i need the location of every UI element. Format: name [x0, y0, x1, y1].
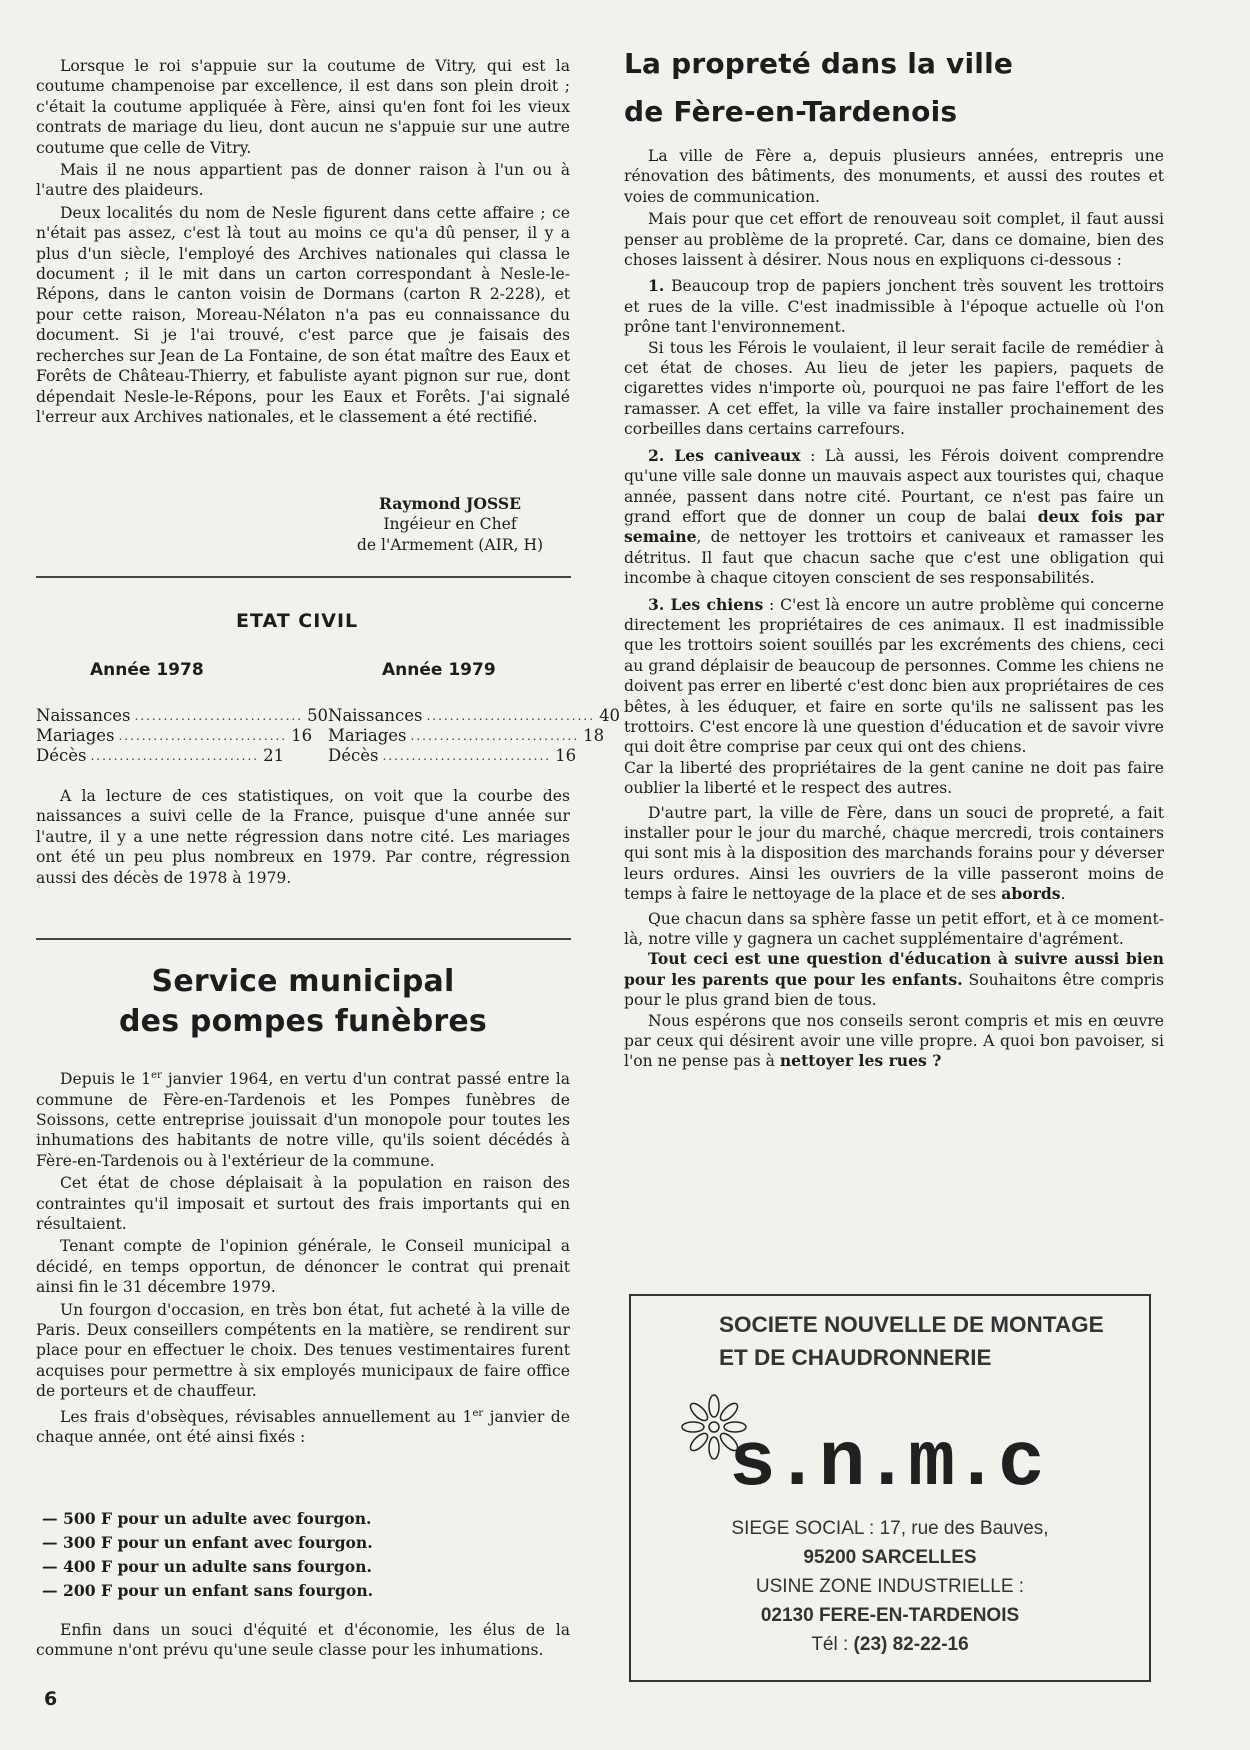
tarif-item: — 300 F pour un enfant avec fourgon.	[42, 1533, 373, 1552]
paragraph: Mais pour que cet effort de renouveau soit complet, il faut aussi penser au problème de la propreté. Car, dans ce domaine, bien des choses laissent à désirer. Nous nous en expliquons ci-dessous :	[624, 210, 1164, 270]
paragraph: A la lecture de ces statistiques, on voit que la courbe des naissances a suivi celle de la France, puisque d'une année sur l'autre, il y a une nette régression dans notre cité. Les mariages ont été un peu plus nombreux en 1979. Par contre, régression aussi des décès de 1978 à 1979.	[36, 787, 570, 887]
paragraph: Car la liberté des propriétaires de la gent canine ne doit pas faire oublier la liberté et le respect des autres.	[624, 758, 1164, 798]
paragraph: Si tous les Férois le voulaient, il leur serait facile de remédier à cet état de choses. Au lieu de jeter les papiers, paquets de cigarettes vides n'importe où, pourquoi ne pas faire l'effort de les ramasser. A cet effet, la ville va faire installer prochainement des corbeilles dans certains carrefours.	[624, 338, 1164, 439]
ad-phone: Tél : (23) 82-22-16	[811, 1634, 969, 1655]
author-name: Raymond JOSSE	[378, 494, 522, 513]
paragraph: Cet état de chose déplaisait à la population en raison des contraintes qu'il imposait et surtout des frais importants qui en résultaient.	[36, 1174, 570, 1234]
paragraph: Nous espérons que nos conseils seront compris et mis en œuvre par ceux qui désirent avoir une ville propre. A quoi bon pavoiser, si l'on ne pense pas à nettoyer les rues ?	[624, 1011, 1164, 1071]
divider	[36, 938, 571, 940]
signature	[330, 493, 570, 556]
paragraph: Mais il ne nous appartient pas de donner raison à l'un ou à l'autre des plaideurs.	[36, 161, 570, 200]
paragraph: Tenant compte de l'opinion générale, le Conseil municipal a décidé, en temps opportun, de dénoncer le contrat qui prenait ainsi fin le 31 décembre 1979.	[36, 1237, 570, 1297]
divider	[36, 576, 571, 578]
stat-row: Mariages ............................. 16	[36, 726, 313, 745]
author-affiliation: de l'Armement (AIR, H)	[356, 536, 544, 554]
pompes-funebres-title: Service municipal des pompes funèbres	[119, 964, 487, 1039]
stat-row: Naissances ............................. 40	[328, 706, 621, 725]
paragraph: La ville de Fère a, depuis plusieurs années, entrepris une rénovation des bâtiments, des monuments, et aussi des routes et voies de communication.	[624, 147, 1164, 206]
stat-row: Naissances ............................. 50	[36, 706, 329, 725]
tarif-item: — 200 F pour un enfant sans fourgon.	[42, 1581, 374, 1600]
tarif-item: — 500 F pour un adulte avec fourgon.	[42, 1509, 372, 1528]
item-litter: 1. Beaucoup trop de papiers jonchent très souvent les trottoirs et rues de la ville. C'est inadmissible à l'époque actuelle où l'on prône tant l'environnement.	[624, 276, 1164, 337]
paragraph: Tout ceci est une question d'éducation à suivre aussi bien pour les parents que pour les enfants. Souhaitons être compris pour le plus grand bien de tous.	[624, 949, 1164, 1010]
snmc-logo: s.n.m.c	[729, 1420, 1043, 1508]
stat-row: Mariages ............................. 18	[328, 726, 605, 745]
stat-row: Décès ............................. 16	[328, 746, 577, 765]
article-continuation	[36, 56, 570, 427]
etat-civil-comment	[36, 786, 570, 888]
paragraph: Enfin dans un souci d'équité et d'économie, les élus de la commune n'ont prévu qu'une seule classe pour les inhumations.	[36, 1621, 570, 1660]
year-1978-heading: Année 1978	[90, 660, 204, 680]
paragraph: Les frais d'obsèques, révisables annuellement au 1er janvier de chaque année, ont été ainsi fixés :	[36, 1407, 571, 1447]
page-number: 6	[44, 1688, 58, 1710]
paragraph: Depuis le 1er janvier 1964, en vertu d'un contrat passé entre la commune de Fère-en-Tardenois et les Pompes funèbres de Soissons, cette entreprise jouissait d'un monopole pour toutes les inhumations des habitants de notre ville, qu'ils soient décédés à Fère-en-Tardenois ou à l'extérieur de la commune.	[36, 1070, 570, 1170]
stat-row: Décès ............................. 21	[36, 746, 285, 765]
pompes-funebres-conclusion	[36, 1620, 570, 1661]
proprete-body	[624, 146, 1164, 1072]
paragraph: Deux localités du nom de Nesle figurent dans cette affaire ; ce n'était pas assez, c'est là tout au moins ce qu'a dû penser, il y a plus d'un siècle, l'employé des Archives nationales qui classa le document ; il le mit dans un carton correspondant à Nesle-le-Répons, dans le canton voisin de Dormans (carton R 2-228), et pour cette raison, Moreau-Nélaton n'a pas eu connaissance du document. Si je l'ai trouvé, c'est parce que je faisais des recherches sur Jean de La Fontaine, de son état maître des Eaux et Forêts de Château-Thierry, et fabuliste ayant pignon sur rue, dont dépendait Nesle-le-Répons, pour les Eaux et Forêts. J'ai signalé l'erreur aux Archives nationales, et le classement a été rectifié.	[36, 203, 570, 426]
advertisement-box	[629, 1294, 1151, 1682]
ad-company-name: SOCIETE NOUVELLE DE MONTAGE ET DE CHAUDRONNERIE	[719, 1312, 1104, 1370]
paragraph: Que chacun dans sa sphère fasse un petit effort, et à ce moment-là, notre ville y gagnera un cachet supplémentaire d'agrément.	[624, 909, 1164, 949]
paragraph: Lorsque le roi s'appuie sur la coutume de Vitry, qui est la coutume champenoise par excellence, il est dans son plein droit ; c'était la coutume appliquée à Fère, ainsi qu'en font foi les vieux contrats de mariage du lieu, dont aucun ne s'appuie sur une autre coutume que celle de Vitry.	[36, 57, 570, 157]
tarif-item: — 400 F pour un adulte sans fourgon.	[42, 1557, 372, 1576]
paragraph: Un fourgon d'occasion, en très bon état, fut acheté à la ville de Paris. Deux conseillers compétents en la matière, se rendirent sur place pour en effectuer le choix. Des tenues vestimentaires furent acquises pour permettre à six employés municipaux de faire office de porteurs et de chauffeur.	[36, 1300, 570, 1401]
tarif-list	[42, 1507, 373, 1603]
paragraph: D'autre part, la ville de Fère, dans un souci de propreté, a fait installer pour le jour du marché, chaque mercredi, trois containers qui sont mis à la disposition des marchands forains pour y déverser leurs ordures. Ainsi les ouvriers de la ville passeront moins de temps à faire le nettoyage de la place et de ses abords.	[624, 803, 1164, 904]
proprete-title: La propreté dans la ville de Fère-en-Tardenois	[624, 47, 1014, 128]
etat-civil-title: ETAT CIVIL	[236, 610, 359, 632]
item-gutters: 2. Les caniveaux : Là aussi, les Férois doivent comprendre qu'une ville sale donne un mauvais aspect aux touristes qui, chaque année, passent dans notre cité. Pourtant, ce n'est pas faire un grand effort que de donner un coup de balai deux fois par semaine, de nettoyer les trottoirs et caniveaux et ramasser les détritus. Il faut que chacun sache que c'est une obligation qui incombe à chaque citoyen conscient de ses responsabilités.	[624, 445, 1164, 588]
stats-1979	[328, 706, 621, 766]
author-title: Ingéieur en Chef	[383, 515, 517, 533]
year-1979-heading: Année 1979	[382, 660, 496, 680]
pompes-funebres-body	[36, 1066, 570, 1448]
stats-1978	[36, 706, 329, 766]
ad-address: SIEGE SOCIAL : 17, rue des Bauves, 95200 SARCELLES USINE ZONE INDUSTRIELLE : 02130 FERE-EN-TARDENOIS Tél : (23) 82-22-16	[631, 1514, 1149, 1659]
item-dogs: 3. Les chiens : C'est là encore un autre problème qui concerne directement les propriétaires de ces animaux. Il est inadmissible que les trottoirs soient souillés par les excréments des chiens, ceci au grand déplaisir de beaucoup de personnes. Comme les chiens ne doivent pas errer en liberté c'est donc bien aux propriétaires de ces bêtes, à les éduquer, et faire en sorte qu'ils ne salissent pas les trottoirs. C'est encore là une question d'éducation et de savoir vivre qui doit être comprise par ceux qui ont des chiens.	[624, 594, 1164, 757]
